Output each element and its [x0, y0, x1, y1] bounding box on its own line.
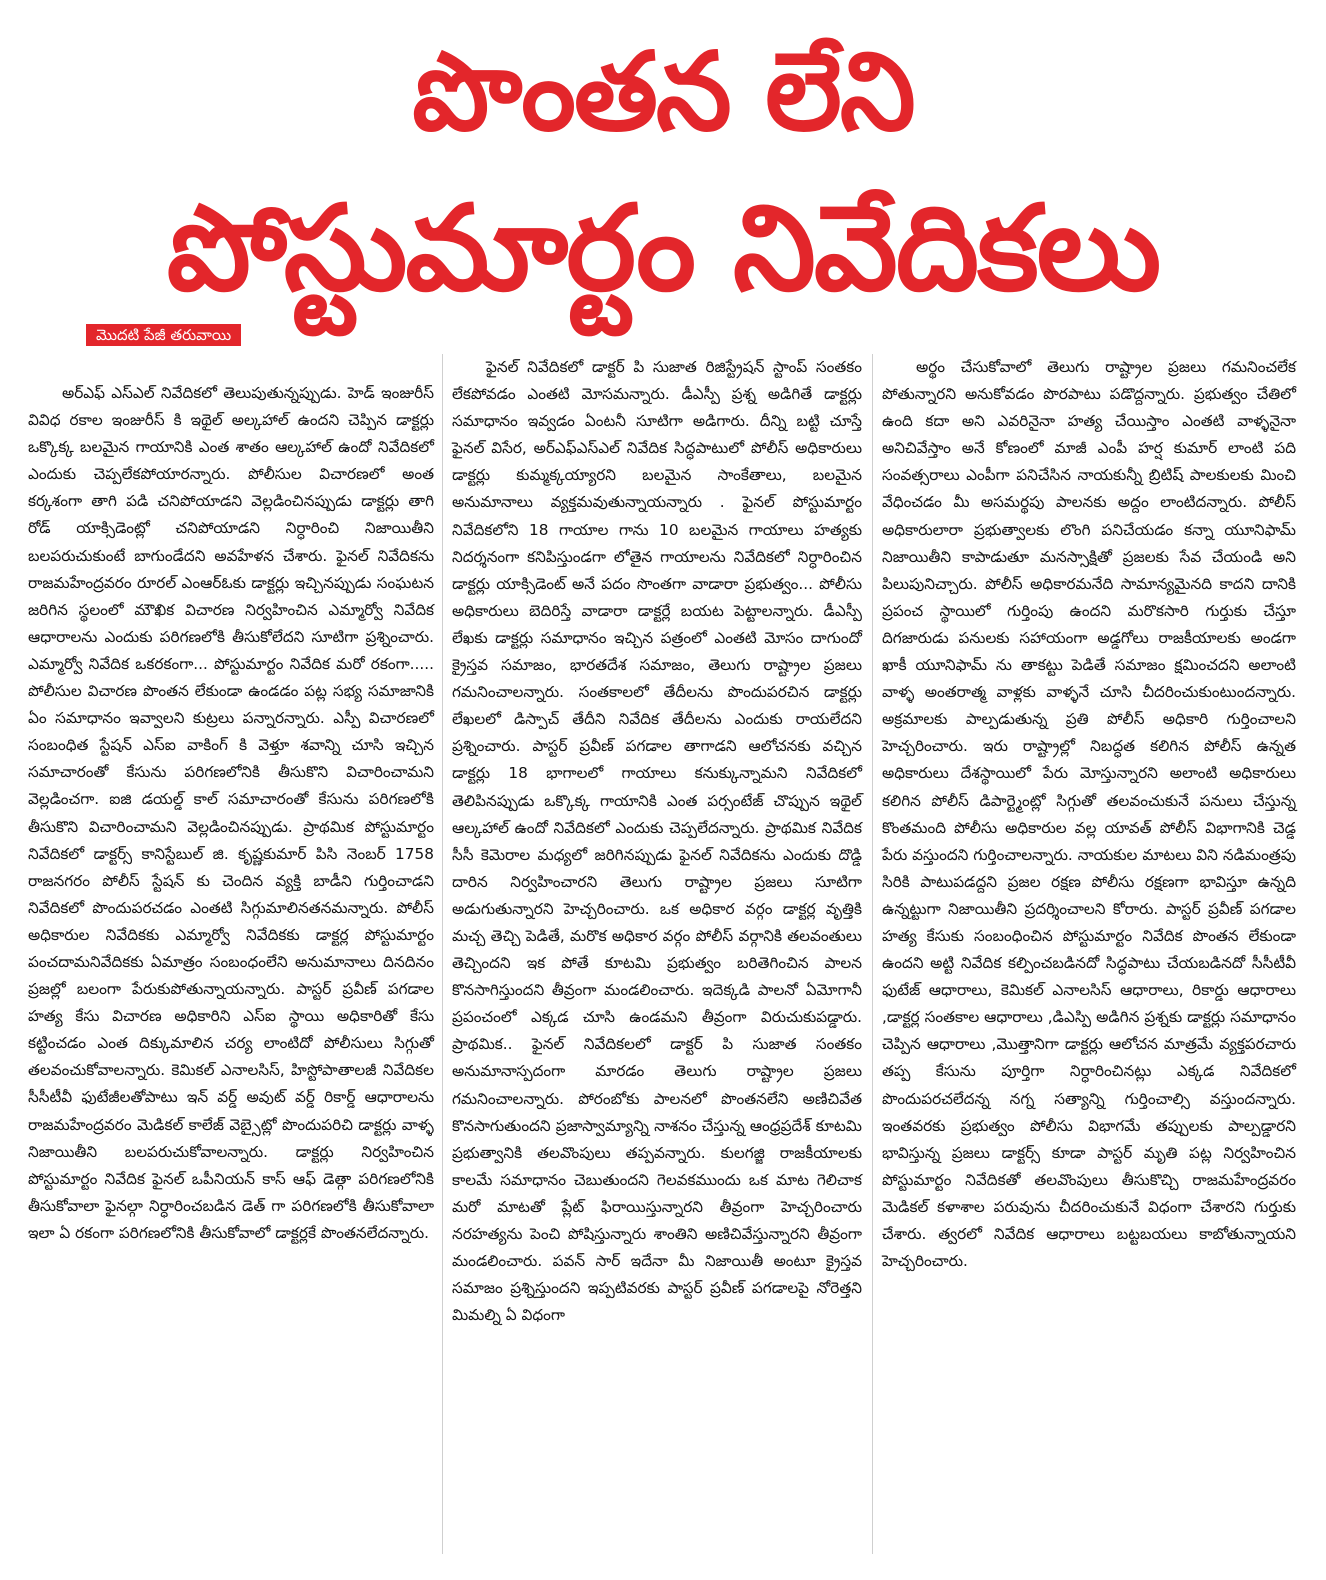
- column-divider: [442, 354, 443, 1554]
- column-divider: [872, 354, 873, 1554]
- article-column-1-text: అర్ఎఫ్ ఎస్ఎల్ నివేదికలో తెలుపుతున్నప్పుడు. హెడ్ ఇంజురీస్ వివిధ రకాల ఇంజురీస్ కి ఇథైల్ అల్కహాల్ ఉందని చెప్పిన డాక్టర్లు ఒక్కొక్క బలమైన గాయానికి ఎంత శాతం ఆల్కహాల్ ఉందో నివేదికలో ఎందుకు చెప్పలేకపోయారన్నారు. పోలీసుల విచారణలో అంత కర్కశంగా తాగి పడి చనిపోయాడని వెల్లడించినప్పుడు డాక్టర్లు తాగి రోడ్ యాక్సిడెంట్లో చనిపోయాడని నిర్ధారించి నిజాయితీని బలపరుచుకుంటే బాగుండేదని అవహేళన చేశారు. ఫైనల్ నివేదికను రాజమహేంద్రవరం రూరల్ ఎంఆర్ఓకు డాక్టర్లు ఇచ్చినప్పుడు సంఘటన జరిగిన స్థలంలో మౌఖిక విచారణ నిర్వహించిన ఎమ్మార్వో నివేదిక ఆధారాలను ఎందుకు పరిగణలోకి తీసుకోలేదని సూటిగా ప్రశ్నించారు. ఎమ్మార్వో నివేదిక ఒకరకంగా... పోస్టుమార్టం నివేదిక మరో రకంగా..... పోలీసుల విచారణ పొంతన లేకుండా ఉండడం పట్ల సభ్య సమాజానికి ఏం సమాధానం ఇవ్వాలని కుట్రలు పన్నారన్నారు. ఎస్పీ విచారణలో సంబంధిత స్టేషన్ ఎస్ఐ వాకింగ్ కి వెళ్తూ శవాన్ని చూసి ఇచ్చిన సమాచారంతో కేసును పరిగణలోనికి తీసుకొని విచారించామని వెల్లడించగా. ఐజి డయల్డ్ కాల్ సమాచారంతో కేసును పరిగణలోకి తీసుకొని విచారించామని వెల్లడించినప్పుడు. ప్రాథమిక పోస్టుమార్టం నివేదికలో డాక్టర్స్ కానిస్టేబుల్ జి. కృష్ణకుమార్ పిసి నెంబర్ 1758 రాజనగరం పోలీస్ స్టేషన్ కు చెందిన వ్యక్తి బాడీని గుర్తించాడని నివేదికలో పొందుపరచడం ఎంతటి సిగ్గుమాలినతనమన్నారు. పోలీస్ అధికారుల నివేదికకు ఎమ్మార్వో నివేదికకు డాక్టర్ల పోస్టుమార్టం పంచదామనివేదికకు ఏమాత్రం సంబంధంలేని అనుమానాలు దినదినం ప్రజల్లో బలంగా పేరుకుపోతున్నాయన్నారు. పాస్టర్ ప్రవీణ్ పగడాల హత్య కేసు విచారణ అధికారిని ఎస్ఐ స్థాయి అధికారితో కేసు కట్టించడం ఎంత దిక్కుమాలిన చర్య లాంటిదో పోలీసులు సిగ్గుతో తలవంచుకోవాలన్నారు. కెమికల్ ఎనాలసిస్, హిస్టోపాతాలజీ నివేదికల సీసీటీవీ ఫుటేజీలతోపాటు ఇన్ వర్డ్ అవుట్ వర్డ్ రికార్డ్ ఆధారాలను రాజమహేంద్రవరం మెడికల్ కాలేజ్ వెబ్సైట్లో పొందుపరిచి డాక్టర్లు వాళ్ళ నిజాయితీని బలపరుచుకోవాలన్నారు. డాక్టర్లు నిర్వహించిన పోస్టుమార్టం నివేదిక ఫైనల్ ఒపీనియన్ కాస్ ఆఫ్ డెత్గా పరిగణలోనికి తీసుకోవాలా ఫైనల్గా నిర్ధారించబడిన డెత్ గా పరిగణలోకి తీసుకోవాలా ఇలా ఏ రకంగా పరిగణలోనికి తీసుకోవాలో డాక్టర్లకే పొంతనలేదన్నారు.: [28, 384, 434, 1242]
- article-column-3-text: అర్థం చేసుకోవాలో తెలుగు రాష్ట్రాల ప్రజలు గమనించలేక పోతున్నారని అనుకోవడం పొరపాటు పడొద్దన్నారు. ప్రభుత్వం చేతిలో ఉంది కదా అని ఎవరినైనా హత్య చేయిస్తాం ఎంతటి వాళ్ళనైనా అనిచివేస్తాం అనే కోణంలో మాజీ ఎంపీ హర్ష కుమార్ లాంటి పది సంవత్సరాలు ఎంపీగా పనిచేసిన నాయకున్నీ బ్రిటిష్ పాలకులకు మించి వేధించడం మీ అసమర్థపు పాలనకు అద్దం లాంటిదన్నారు. పోలీస్ అధికారులారా ప్రభుత్వాలకు లొంగి పనిచేయడం కన్నా యూనిఫామ్ నిజాయితీని కాపాడుతూ మనస్సాక్షితో ప్రజలకు సేవ చేయండి అని పిలుపునిచ్చారు. పోలీస్ అధికారమనేది సామాన్యమైనది కాదని దానికి ప్రపంచ స్థాయిలో గుర్తింపు ఉందని మరొకసారి గుర్తుకు చేస్తూ దిగజారుడు పనులకు సహాయంగా అడ్డగోలు రాజకీయాలకు అండగా ఖాకీ యూనిఫామ్ ను తాకట్టు పెడితే సమాజం క్షమించదని అలాంటి వాళ్ళ అంతరాత్మ వాళ్లకు వాళ్ళనే చూసి చీదరించుకుంటుందన్నారు. అక్రమాలకు పాల్పడుతున్న ప్రతి పోలీస్ అధికారి గుర్తించాలని హెచ్చరించారు. ఇరు రాష్ట్రాల్లో నిబద్ధత కలిగిన పోలీస్ ఉన్నత అధికారులు దేశస్థాయిలో పేరు మోస్తున్నారని అలాంటి అధికారులు కలిగిన పోలీస్ డిపార్ట్మెంట్లో సిగ్గుతో తలవంచుకునే పనులు చేస్తున్న కొంతమంది పోలీసు అధికారుల వల్ల యావత్ పోలీస్ విభాగానికి చెడ్డ పేరు వస్తుందని గుర్తించాలన్నారు. నాయకుల మాటలు విని నడిమంత్రపు సిరికి పాటుపడద్దని ప్రజల రక్షణ పోలీసు రక్షణగా భావిస్తూ ఉన్నది ఉన్నట్టుగా నిజాయితీని ప్రదర్శించాలని కోరారు. పాస్టర్ ప్రవీణ్ పగడాల హత్య కేసుకు సంబంధించిన పోస్టుమార్టం నివేదిక పొంతన లేకుండా ఉందని అట్టి నివేదిక కల్పించబడినదో సిద్ధపాటు చేయబడినదో సీసీటీవీ ఫుటేజ్ ఆధారాలు, కెమికల్ ఎనాలసిస్ ఆధారాలు, రికార్డు ఆధారాలు ,డాక్టర్ల సంతకాల ఆధారాలు ,డిఎస్పి అడిగిన ప్రశ్నకు డాక్టర్లు సమాధానం చెప్పిన ఆధారాలు ,మొత్తానిగా డాక్టర్లు ఆలోచన మాత్రమే వ్యక్తపరచారు తప్ప కేసును పూర్తిగా నిర్ధారించినట్లు ఎక్కడ నివేదికలో పొందుపరచలేదన్న నగ్న సత్యాన్ని గుర్తించాల్సి వస్తుందన్నారు. ఇంతవరకు ప్రభుత్వం పోలీసు విభాగమే తప్పులకు పాల్పడ్డారని భావిస్తున్న ప్రజలు డాక్టర్స్ కూడా పాస్టర్ మృతి పట్ల నిర్వహించిన పోస్టుమార్టం నివేదికతో తలవొంపులు తీసుకొచ్చి రాజమహేంద్రవరం మెడికల్ కళాశాల పరువును చీదరించుకునే విధంగా చేశారని గుర్తుకు చేశారు. త్వరలో నివేదిక ఆధారాలు బట్టబయలు కాబోతున్నాయని హెచ్చరించారు.: [882, 358, 1296, 1271]
- article-column-1: [28, 380, 434, 1247]
- headline-line-1: పొంతన లేని: [412, 30, 914, 155]
- article-column-3: [882, 354, 1296, 1275]
- article-column-2: [452, 354, 862, 1329]
- headline-line-2: పోస్టుమార్టం నివేదికలు: [166, 179, 1160, 317]
- article-column-2-text: ఫైనల్ నివేదికలో డాక్టర్ పి సుజాత రిజిస్ట్రేషన్ స్టాంప్ సంతకం లేకపోవడం ఎంతటి మోసమన్నారు. డీఎస్పీ ప్రశ్న అడిగితే డాక్టర్లు సమాధానం ఇవ్వడం ఏంటనీ సూటిగా అడిగారు. దీన్ని బట్టి చూస్తే ఫైనల్ విసేర, అర్ఎఫ్ఎస్ఎల్ నివేదిక సిద్ధపాటులో పోలీస్ అధికారులు డాక్టర్లు కుమ్మక్కయ్యారని బలమైన సాంకేతాలు, బలమైన అనుమానాలు వ్యక్తమవుతున్నాయన్నారు . ఫైనల్ పోస్టుమార్టం నివేదికలోని 18 గాయాల గాను 10 బలమైన గాయాలు హత్యకు నిదర్శనంగా కనిపిస్తుండగా లోతైన గాయాలను నివేదికలో నిర్ధారించిన డాక్టర్లు యాక్సిడెంట్ అనే పదం సొంతగా వాడారా ప్రభుత్వం... పోలీసు అధికారులు బెదిరిస్తే వాడారా డాక్టర్లే బయట పెట్టాలన్నారు. డీఎస్పీ లేఖకు డాక్టర్లు సమాధానం ఇచ్చిన పత్రంలో ఎంతటి మోసం దాగుందో క్రైస్తవ సమాజం, భారతదేశ సమాజం, తెలుగు రాష్ట్రాల ప్రజలు గమనించాలన్నారు. సంతకాలలో తేదీలను పొందుపరచిన డాక్టర్లు లేఖలలో డిస్పాచ్ తేదీని నివేదిక తేదీలను ఎందుకు రాయలేదని ప్రశ్నించారు. పాస్టర్ ప్రవీణ్ పగడాల తాగాడని ఆలోచనకు వచ్చిన డాక్టర్లు 18 భాగాలలో గాయాలు కనుక్కున్నామని నివేదికలో తెలిపినప్పుడు ఒక్కొక్క గాయానికి ఎంత పర్సంటేజ్ చొప్పున ఇథైల్ ఆల్కహాల్ ఉందో నివేదికలో ఎందుకు చెప్పలేదన్నారు. ప్రాథమిక నివేదిక సీసీ కెమెరాల మధ్యలో జరిగినప్పుడు ఫైనల్ నివేదికను ఎందుకు దొడ్డి దారిన నిర్వహించారని తెలుగు రాష్ట్రాల ప్రజలు సూటిగా అడుగుతున్నారని హెచ్చరించారు. ఒక అధికార వర్గం డాక్టర్ల వృత్తికి మచ్చ తెచ్చి పెడితే, మరొక అధికార వర్గం పోలీస్ వర్గానికి తలవంతులు తెచ్చిందని ఇక పోతే కూటమి ప్రభుత్వం బరితెగించిన పాలన కొనసాగిస్తుందని తీవ్రంగా మండలించారు. ఇదెక్కడి పాలనో ఏమోగానీ ప్రపంచంలో ఎక్కడ చూసి ఉండమని తీవ్రంగా విరుచుకుపడ్డారు. ప్రాథమిక.. ఫైనల్ నివేదికలలో డాక్టర్ పి సుజాత సంతకం అనుమానాస్పదంగా మారడం తెలుగు రాష్ట్రాల ప్రజలు గమనించాలన్నారు. పోరంబోకు పాలనలో పొంతనలేని అణిచివేత కొనసాగుతుందని ప్రజాస్వామ్యాన్ని నాశనం చేస్తున్న ఆంధ్రప్రదేశ్ కూటమి ప్రభుత్వానికి తలవొంపులు తప్పవన్నారు. కులగజ్జి రాజకీయాలకు కాలమే సమాధానం చెబుతుందని గెలవకముందు ఒక మాట గెలిచాక మరో మాటతో ప్లేట్ ఫిరాయిస్తున్నారని తీవ్రంగా హెచ్చరించారు నరహత్యను పెంచి పోషిస్తున్నారు శాంతిని అణిచివేస్తున్నారని తీవ్రంగా మండలించారు. పవన్ సార్ ఇదేనా మీ నిజాయితీ అంటూ క్రైస్తవ సమాజం ప్రశ్నిస్తుందని ఇప్పటివరకు పాస్టర్ ప్రవీణ్ పగడాలపై నోరెత్తని మిమల్ని ఏ విధంగా: [452, 358, 862, 1325]
- continued-from-front-page-tag: మొదటి పేజీ తరువాయి: [86, 324, 241, 346]
